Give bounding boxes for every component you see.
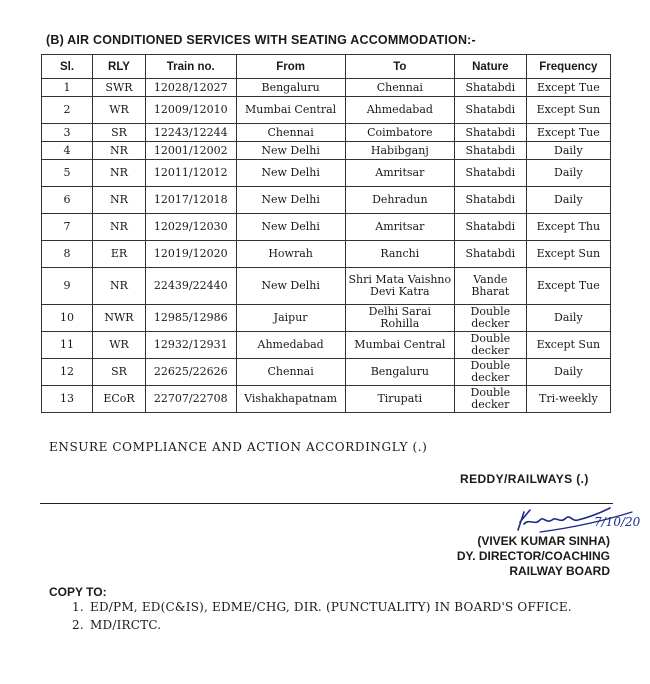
cell-rly: SR <box>92 124 145 142</box>
header-to: To <box>345 55 454 79</box>
cell-sl: 9 <box>42 268 93 305</box>
cell-nature: Double decker <box>454 305 526 332</box>
cell-frequency: Daily <box>526 187 610 214</box>
cell-to: Tirupati <box>345 386 454 413</box>
cell-from: Chennai <box>236 124 345 142</box>
copy-to-title: COPY TO: <box>49 585 107 599</box>
cell-train-no: 12028/12027 <box>146 79 236 97</box>
cell-train-no: 22439/22440 <box>146 268 236 305</box>
table-row <box>42 160 611 187</box>
cell-to: Coimbatore <box>345 124 454 142</box>
cell-from: Howrah <box>236 241 345 268</box>
section-heading: (B) AIR CONDITIONED SERVICES WITH SEATING ACCOMMODATION:- <box>46 33 476 47</box>
cell-nature: Vande Bharat <box>454 268 526 305</box>
list-item-number: 2. <box>72 618 84 632</box>
cell-rly: NR <box>92 214 145 241</box>
signatory-office: RAILWAY BOARD <box>509 564 610 578</box>
cell-frequency: Except Thu <box>526 214 610 241</box>
cell-rly: NR <box>92 160 145 187</box>
cell-rly: ECoR <box>92 386 145 413</box>
train-services-table <box>41 54 611 413</box>
cell-nature: Shatabdi <box>454 124 526 142</box>
signatory-name: (VIVEK KUMAR SINHA) <box>477 534 610 548</box>
list-item-text: ED/PM, ED(C&IS), EDME/CHG, DIR. (PUNCTUALITY) IN BOARD'S OFFICE. <box>90 600 572 614</box>
cell-frequency: Except Tue <box>526 124 610 142</box>
header-sl: Sl. <box>42 55 93 79</box>
compliance-note: ENSURE COMPLIANCE AND ACTION ACCORDINGLY (.) <box>49 440 428 454</box>
cell-rly: NR <box>92 142 145 160</box>
cell-nature: Shatabdi <box>454 142 526 160</box>
cell-rly: NWR <box>92 305 145 332</box>
cell-rly: NR <box>92 268 145 305</box>
cell-to: Dehradun <box>345 187 454 214</box>
header-nature: Nature <box>454 55 526 79</box>
cell-sl: 1 <box>42 79 93 97</box>
reddy-railways-line: REDDY/RAILWAYS (.) <box>460 472 589 486</box>
cell-sl: 13 <box>42 386 93 413</box>
list-item <box>72 616 572 634</box>
cell-train-no: 12017/12018 <box>146 187 236 214</box>
cell-from: Chennai <box>236 359 345 386</box>
cell-frequency: Except Sun <box>526 241 610 268</box>
cell-frequency: Except Tue <box>526 79 610 97</box>
cell-from: Mumbai Central <box>236 97 345 124</box>
cell-rly: NR <box>92 187 145 214</box>
list-item-number: 1. <box>72 600 84 614</box>
list-item <box>72 598 572 616</box>
table-row <box>42 142 611 160</box>
cell-nature: Shatabdi <box>454 160 526 187</box>
table-row <box>42 187 611 214</box>
table-header-row <box>42 55 611 79</box>
cell-to: Amritsar <box>345 214 454 241</box>
cell-train-no: 12009/12010 <box>146 97 236 124</box>
header-from: From <box>236 55 345 79</box>
cell-from: New Delhi <box>236 142 345 160</box>
cell-to: Delhi Sarai Rohilla <box>345 305 454 332</box>
cell-train-no: 12932/12931 <box>146 332 236 359</box>
cell-frequency: Except Tue <box>526 268 610 305</box>
cell-sl: 12 <box>42 359 93 386</box>
cell-nature: Double decker <box>454 332 526 359</box>
cell-nature: Shatabdi <box>454 187 526 214</box>
cell-train-no: 12011/12012 <box>146 160 236 187</box>
cell-sl: 5 <box>42 160 93 187</box>
cell-rly: WR <box>92 332 145 359</box>
cell-frequency: Daily <box>526 359 610 386</box>
cell-train-no: 22625/22626 <box>146 359 236 386</box>
cell-train-no: 12243/12244 <box>146 124 236 142</box>
cell-from: Vishakhapatnam <box>236 386 345 413</box>
cell-sl: 10 <box>42 305 93 332</box>
cell-sl: 7 <box>42 214 93 241</box>
header-frequency: Frequency <box>526 55 610 79</box>
cell-train-no: 12001/12002 <box>146 142 236 160</box>
cell-sl: 2 <box>42 97 93 124</box>
cell-nature: Shatabdi <box>454 97 526 124</box>
cell-to: Shri Mata Vaishno Devi Katra <box>345 268 454 305</box>
table-row <box>42 386 611 413</box>
signatory-designation: DY. DIRECTOR/COACHING <box>456 549 610 563</box>
cell-sl: 8 <box>42 241 93 268</box>
cell-nature: Shatabdi <box>454 241 526 268</box>
cell-to: Mumbai Central <box>345 332 454 359</box>
signatory-block <box>457 534 610 579</box>
cell-train-no: 12019/12020 <box>146 241 236 268</box>
cell-frequency: Daily <box>526 305 610 332</box>
cell-frequency: Daily <box>526 160 610 187</box>
table-row <box>42 241 611 268</box>
signature <box>510 496 640 538</box>
cell-sl: 11 <box>42 332 93 359</box>
cell-rly: ER <box>92 241 145 268</box>
cell-nature: Shatabdi <box>454 214 526 241</box>
cell-to: Ranchi <box>345 241 454 268</box>
table-row <box>42 359 611 386</box>
cell-sl: 3 <box>42 124 93 142</box>
cell-to: Bengaluru <box>345 359 454 386</box>
cell-frequency: Except Sun <box>526 97 610 124</box>
cell-nature: Shatabdi <box>454 79 526 97</box>
svg-text:7/10/20: 7/10/20 <box>594 515 640 529</box>
table-row <box>42 305 611 332</box>
cell-nature: Double decker <box>454 386 526 413</box>
cell-to: Amritsar <box>345 160 454 187</box>
cell-to: Habibganj <box>345 142 454 160</box>
cell-train-no: 22707/22708 <box>146 386 236 413</box>
cell-to: Chennai <box>345 79 454 97</box>
table-row <box>42 214 611 241</box>
table-row <box>42 97 611 124</box>
cell-from: Bengaluru <box>236 79 345 97</box>
cell-to: Ahmedabad <box>345 97 454 124</box>
cell-from: Jaipur <box>236 305 345 332</box>
cell-rly: SR <box>92 359 145 386</box>
table-row <box>42 268 611 305</box>
cell-from: New Delhi <box>236 187 345 214</box>
cell-from: New Delhi <box>236 268 345 305</box>
cell-frequency: Daily <box>526 142 610 160</box>
cell-sl: 4 <box>42 142 93 160</box>
cell-from: New Delhi <box>236 160 345 187</box>
cell-train-no: 12985/12986 <box>146 305 236 332</box>
table-row <box>42 79 611 97</box>
table-row <box>42 332 611 359</box>
cell-sl: 6 <box>42 187 93 214</box>
table-row <box>42 124 611 142</box>
cell-rly: SWR <box>92 79 145 97</box>
copy-to-list <box>72 598 572 634</box>
cell-from: New Delhi <box>236 214 345 241</box>
cell-frequency: Tri-weekly <box>526 386 610 413</box>
cell-from: Ahmedabad <box>236 332 345 359</box>
cell-rly: WR <box>92 97 145 124</box>
header-rly: RLY <box>92 55 145 79</box>
header-train-no: Train no. <box>146 55 236 79</box>
cell-train-no: 12029/12030 <box>146 214 236 241</box>
list-item-text: MD/IRCTC. <box>90 618 162 632</box>
cell-nature: Double decker <box>454 359 526 386</box>
cell-frequency: Except Sun <box>526 332 610 359</box>
